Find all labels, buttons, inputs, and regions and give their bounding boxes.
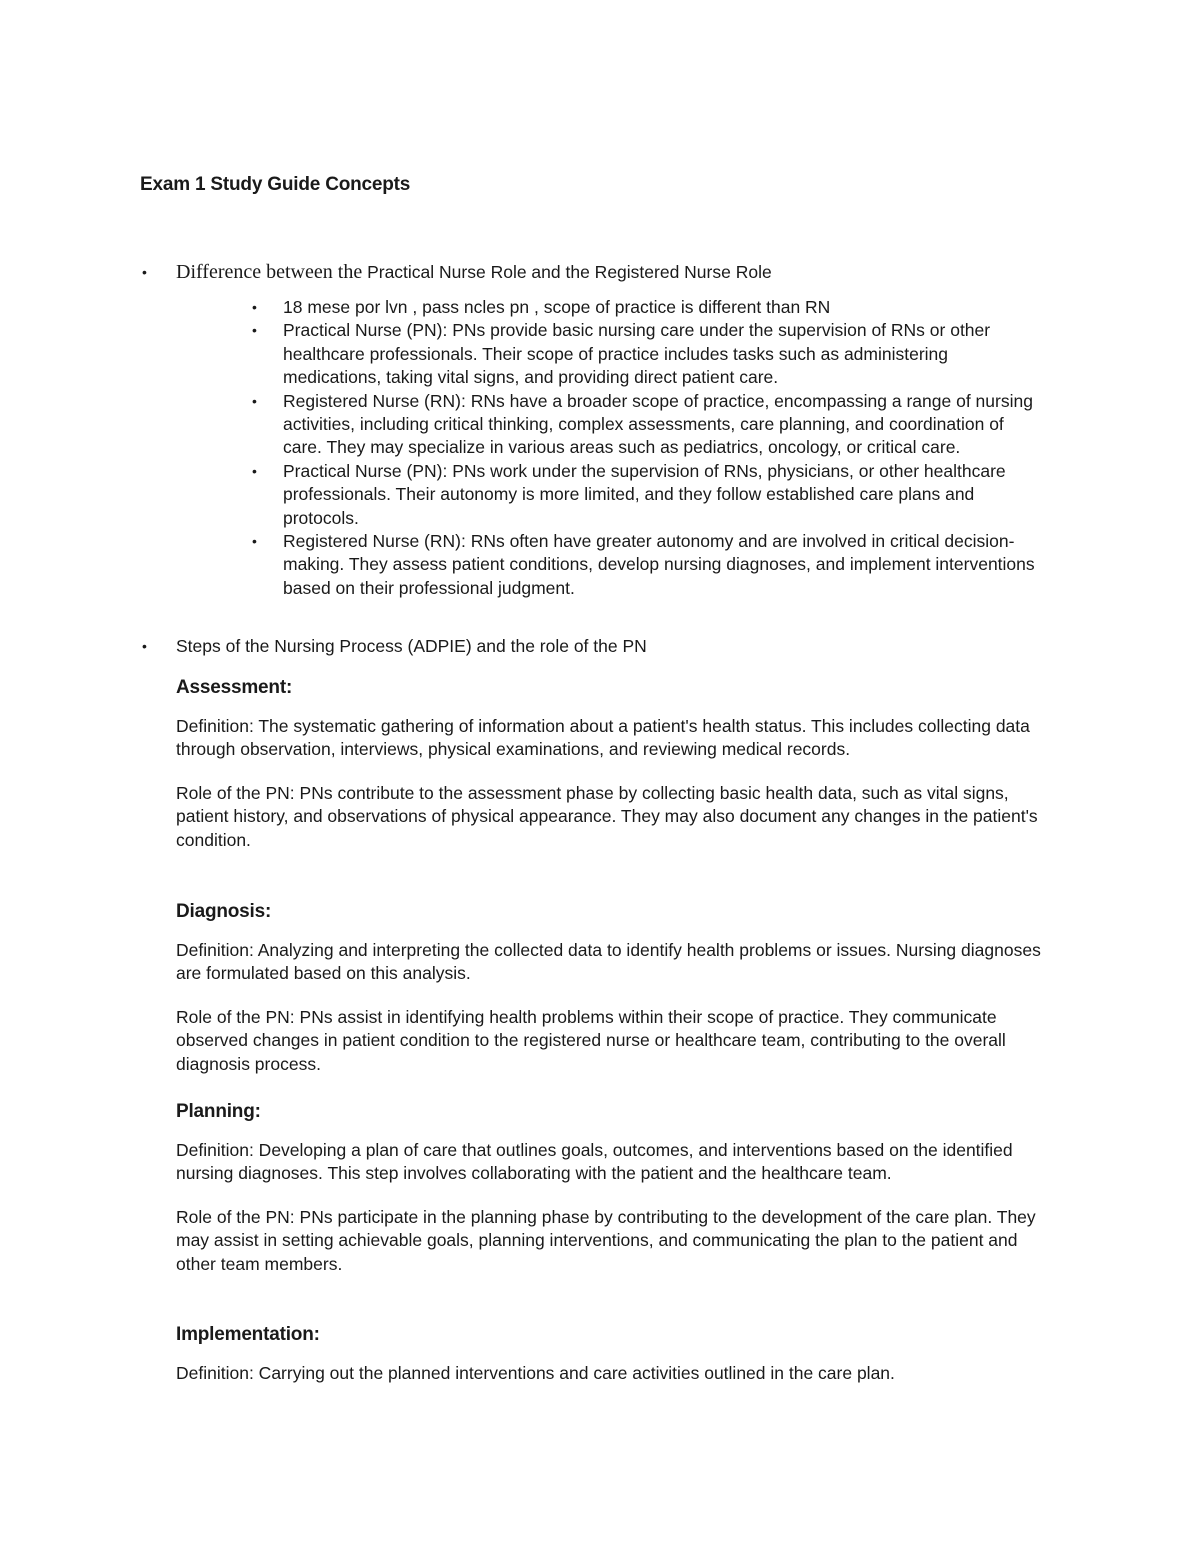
list-item [0, 296, 1043, 319]
bullet-glyph: • [252, 299, 257, 315]
section-heading: Diagnosis: [176, 901, 272, 922]
bullet-glyph: • [142, 264, 147, 280]
list-item [0, 390, 1043, 460]
section-assessment [176, 677, 1056, 852]
bullet-glyph: • [142, 638, 147, 654]
list-item [0, 319, 1043, 389]
section-pn-role: Role of the PN: PNs assist in identifying health problems within their scope of practice. They communicate observed changes in patient condition to the registered nurse or healthcare team, contributing to the overall diagnosis process. [176, 1006, 1006, 1074]
list-item-text: 18 mese por lvn , pass ncles pn , scope of practice is different than RN [283, 297, 831, 317]
list-item [0, 460, 1043, 530]
role-comparison-list [0, 296, 1060, 600]
list-item-text: Registered Nurse (RN): RNs often have greater autonomy and are involved in critical decision-making. They assess patient conditions, develop nursing diagnoses, and implement interventions based on their professional judgment. [283, 531, 1035, 598]
document-title: Exam 1 Study Guide Concepts [140, 174, 411, 195]
list-item-text: Practical Nurse (PN): PNs provide basic nursing care under the supervision of RNs or other healthcare professionals. Their scope of practice includes tasks such as administering medications, taking vital signs, and providing direct patient care. [283, 320, 991, 388]
section-pn-role: Role of the PN: PNs participate in the planning phase by contributing to the development of the care plan. They may assist in setting achievable goals, planning interventions, and communicating the plan to the patient and other team members. [176, 1206, 1036, 1274]
section-implementation [176, 1324, 1056, 1385]
topic-rest: Practical Nurse Role and the Registered Nurse Role [362, 262, 772, 282]
section-heading: Assessment: [176, 677, 293, 698]
topic-text [176, 260, 1056, 284]
section-diagnosis [176, 901, 1056, 1076]
list-item-text: Registered Nurse (RN): RNs have a broader scope of practice, encompassing a range of nursing activities, including critical thinking, complex assessments, care planning, and coordination of care. They may specialize in various areas such as pediatrics, oncology, or critical care. [283, 390, 1033, 458]
section-heading: Implementation: [176, 1324, 320, 1345]
topic-lead: Difference between the [176, 261, 363, 283]
section-heading: Planning: [176, 1101, 261, 1122]
list-item [0, 530, 1043, 600]
section-definition: Definition: Analyzing and interpreting the collected data to identify health problems or issues. Nursing diagnoses are formulated based on this analysis. [176, 940, 1041, 984]
bullet-glyph: • [252, 462, 257, 479]
section-planning [176, 1101, 1056, 1276]
section-definition: Definition: The systematic gathering of information about a patient's health status. This includes collecting data through observation, interviews, physical examinations, and reviewing medical records. [176, 716, 1030, 760]
bullet-glyph: • [252, 322, 257, 339]
topic-text: Steps of the Nursing Process (ADPIE) and the role of the PN [176, 636, 647, 656]
bullet-glyph: • [252, 533, 257, 550]
list-item-text: Practical Nurse (PN): PNs work under the supervision of RNs, physicians, or other healthcare professionals. Their autonomy is more limited, and they follow established care plans and protocols. [283, 460, 1006, 528]
section-definition: Definition: Carrying out the planned interventions and care activities outlined in the care plan. [176, 1363, 895, 1383]
bullet-glyph: • [252, 392, 257, 409]
section-pn-role: Role of the PN: PNs contribute to the assessment phase by collecting basic health data, such as vital signs, patient history, and observations of physical appearance. They may also document any changes in the patient's condition. [176, 782, 1038, 850]
section-definition: Definition: Developing a plan of care that outlines goals, outcomes, and interventions based on the identified nursing diagnoses. This step involves collaborating with the patient and the healthcare team. [176, 1140, 1013, 1184]
